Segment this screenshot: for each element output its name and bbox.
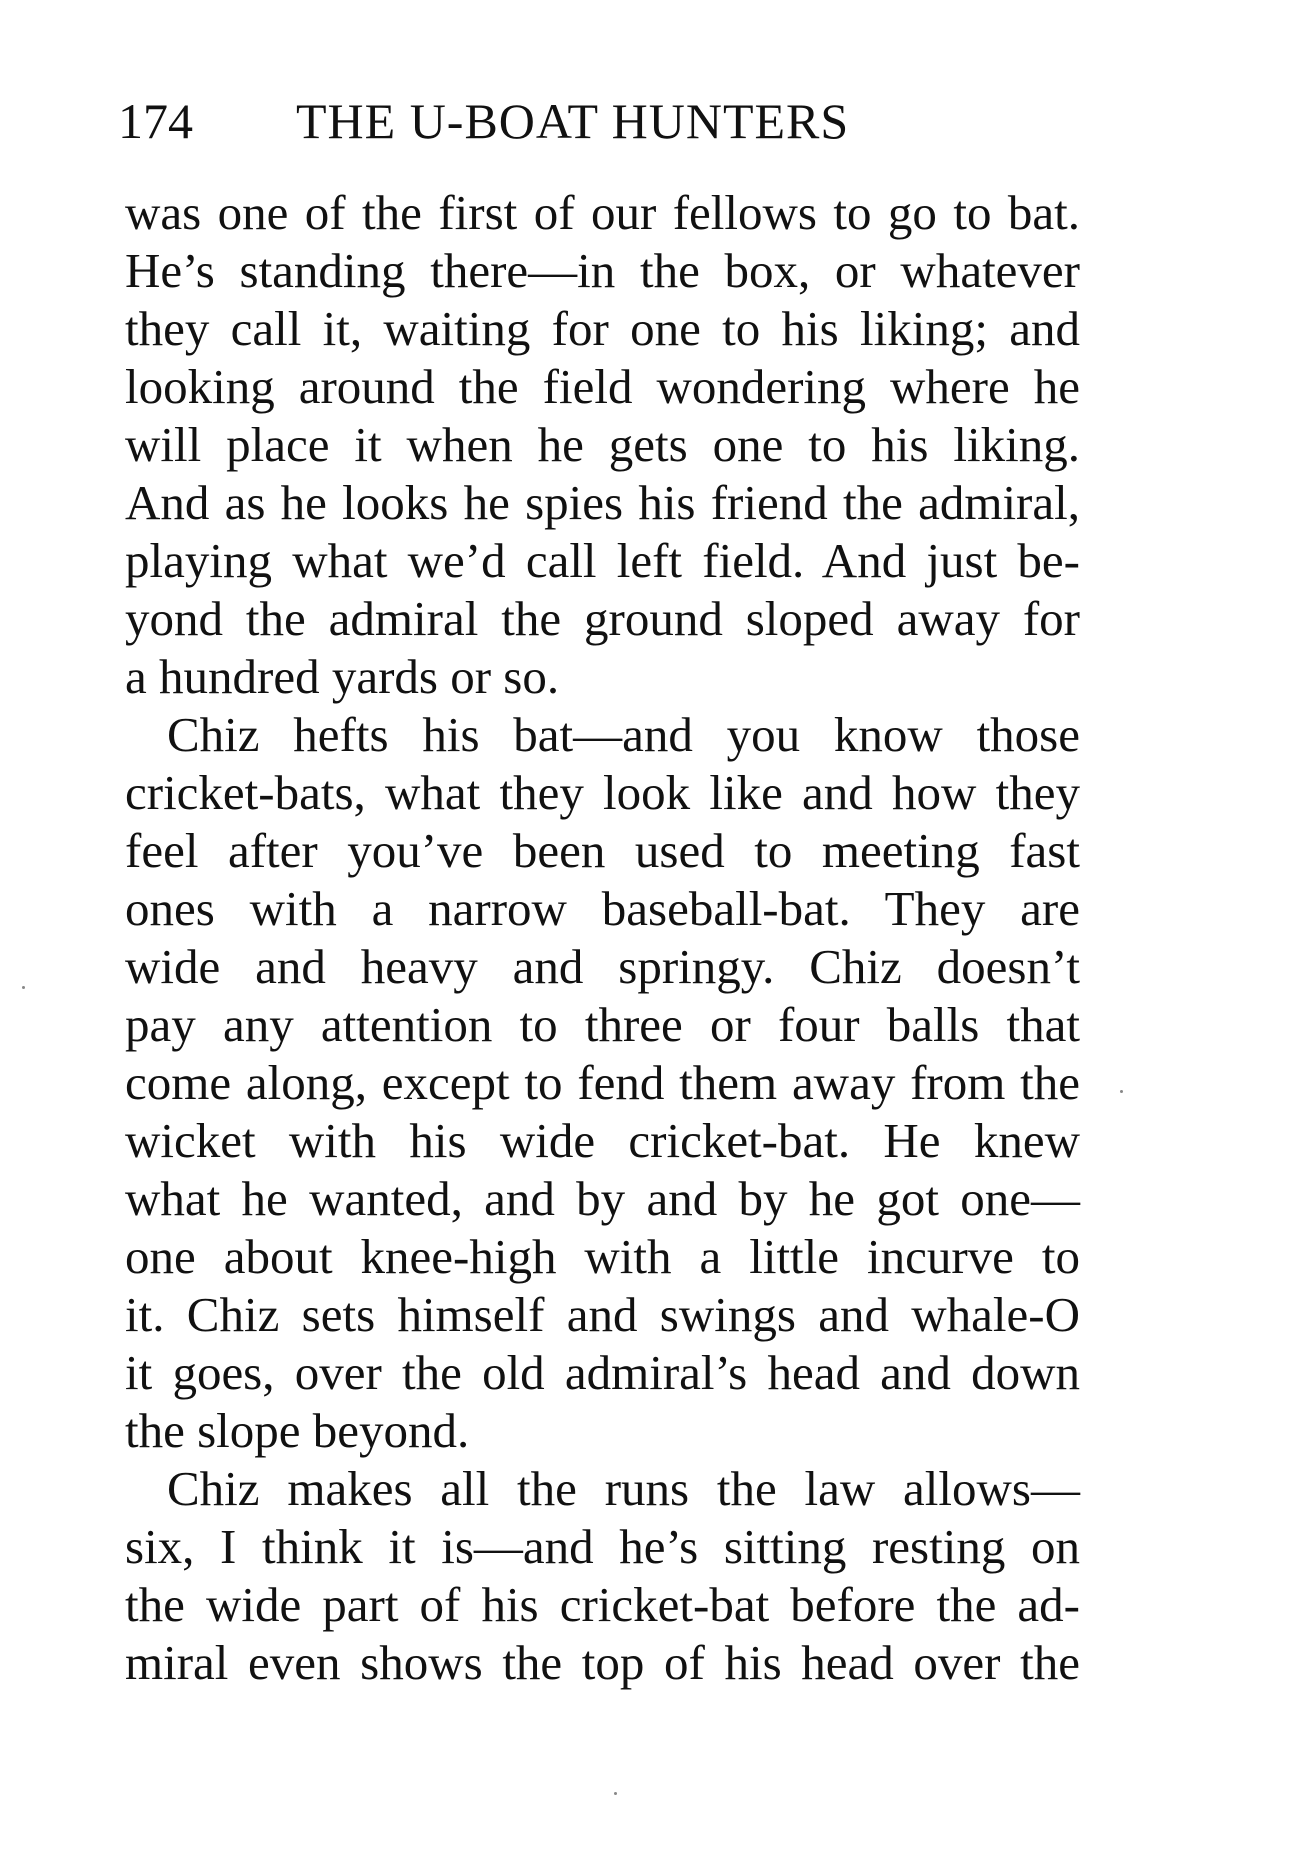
text-line: wicket with his wide cricket-bat. He knew	[125, 1113, 1080, 1168]
text-line: the slope beyond.	[125, 1403, 470, 1458]
paper-speck	[22, 986, 25, 989]
text-line: Chiz makes all the runs the law allows—	[167, 1461, 1080, 1516]
text-line: And as he looks he spies his friend the admiral,	[125, 475, 1080, 530]
text-line: playing what we’d call left field. And just be-	[125, 533, 1080, 588]
text-line: come along, except to fend them away from the	[125, 1055, 1080, 1110]
text-line: yond the admiral the ground sloped away for	[125, 591, 1080, 646]
paper-speck	[614, 1792, 617, 1795]
paper-speck	[1120, 1090, 1123, 1093]
text-line: ones with a narrow baseball-bat. They are	[125, 881, 1080, 936]
body-text	[125, 184, 1080, 1692]
text-line: looking around the field wondering where he	[125, 359, 1080, 414]
text-line: they call it, waiting for one to his liking; and	[125, 301, 1080, 356]
text-line: He’s standing there—in the box, or whatever	[125, 243, 1080, 298]
running-head: THE U-BOAT HUNTERS	[296, 93, 850, 149]
text-line: it. Chiz sets himself and swings and whale-O	[125, 1287, 1080, 1342]
text-line: Chiz hefts his bat—and you know those	[167, 707, 1080, 762]
text-line: pay any attention to three or four balls that	[125, 997, 1080, 1052]
text-line: what he wanted, and by and by he got one—	[125, 1171, 1080, 1226]
text-line: was one of the first of our fellows to go to bat.	[125, 185, 1080, 240]
page-header	[118, 92, 1078, 162]
text-line: will place it when he gets one to his liking.	[125, 417, 1080, 472]
text-line: it goes, over the old admiral’s head and down	[125, 1345, 1080, 1400]
text-line: the wide part of his cricket-bat before the ad-	[125, 1577, 1080, 1632]
text-line: miral even shows the top of his head over the	[125, 1635, 1080, 1690]
text-line: six, I think it is—and he’s sitting resting on	[125, 1519, 1080, 1574]
page-number: 174	[118, 93, 193, 149]
text-line: a hundred yards or so.	[125, 649, 560, 704]
text-line: feel after you’ve been used to meeting fast	[125, 823, 1080, 878]
text-line: one about knee-high with a little incurve to	[125, 1229, 1080, 1284]
text-line: wide and heavy and springy. Chiz doesn’t	[125, 939, 1080, 994]
text-line: cricket-bats, what they look like and how they	[125, 765, 1080, 820]
